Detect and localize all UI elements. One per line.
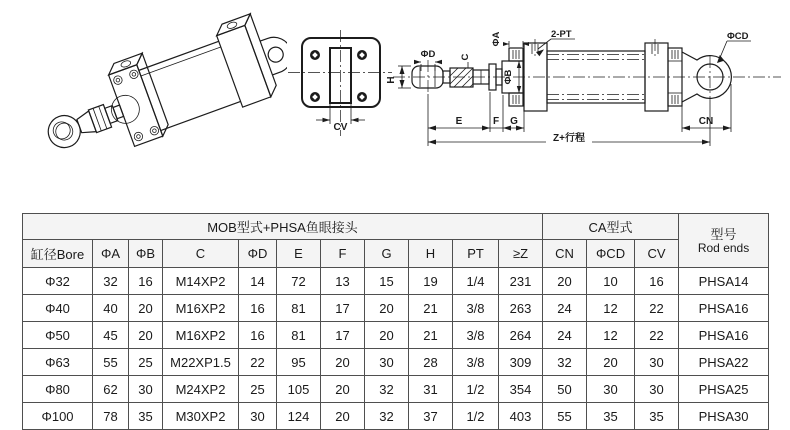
table-cell: 20: [587, 349, 635, 376]
threaded-section: [450, 68, 473, 87]
table-cell: 35: [129, 403, 163, 430]
table-cell: M16XP2: [163, 322, 239, 349]
table-cell: 20: [129, 322, 163, 349]
table-cell: 25: [129, 349, 163, 376]
dim-label-c: C: [460, 53, 471, 61]
table-cell: 20: [321, 403, 365, 430]
bore-cell: Φ63: [23, 349, 93, 376]
table-cell: 403: [499, 403, 543, 430]
table-cell: M30XP2: [163, 403, 239, 430]
dim-label-e: E: [455, 116, 463, 127]
column-header: G: [365, 240, 409, 268]
table-cell: 22: [635, 322, 679, 349]
table-cell: 10: [587, 268, 635, 295]
table-cell: 81: [277, 295, 321, 322]
model-header-line2: Rod ends: [697, 240, 750, 255]
table-cell: 17: [321, 322, 365, 349]
table-cell: 354: [499, 376, 543, 403]
spec-table: [22, 213, 769, 430]
table-cell: 22: [239, 349, 277, 376]
table-cell: PHSA14: [679, 268, 769, 295]
table-cell: 25: [239, 376, 277, 403]
table-cell: 264: [499, 322, 543, 349]
dim-label-phi-d: ΦD: [420, 49, 436, 60]
bolt-hole: [357, 92, 367, 102]
table-cell: M22XP1.5: [163, 349, 239, 376]
table-row: [23, 322, 769, 349]
table-cell: 30: [129, 376, 163, 403]
phi-a-dimension: [491, 32, 529, 47]
table-cell: 20: [129, 295, 163, 322]
model-header-line1: 型号: [710, 226, 737, 242]
column-header: ≥Z: [499, 240, 543, 268]
spec-table-body: [23, 268, 769, 430]
table-row: [23, 349, 769, 376]
table-cell: 231: [499, 268, 543, 295]
table-cell: 19: [409, 268, 453, 295]
table-cell: 72: [277, 268, 321, 295]
front-face-view: [282, 18, 397, 158]
table-cell: 16: [635, 268, 679, 295]
table-cell: 32: [365, 376, 409, 403]
table-cell: 40: [93, 295, 129, 322]
table-cell: 81: [277, 322, 321, 349]
table-cell: 32: [543, 349, 587, 376]
table-cell: 78: [93, 403, 129, 430]
dim-label-h: H: [386, 76, 397, 84]
column-header: H: [409, 240, 453, 268]
column-header: E: [277, 240, 321, 268]
dim-label-cn: CN: [698, 116, 714, 127]
table-cell: 1/2: [453, 376, 499, 403]
table-cell: PHSA16: [679, 322, 769, 349]
dim-label-phi-a: ΦA: [491, 31, 502, 47]
table-cell: 45: [93, 322, 129, 349]
table-row: [23, 295, 769, 322]
table-cell: 16: [239, 295, 277, 322]
bore-cell: Φ50: [23, 322, 93, 349]
table-cell: PHSA30: [679, 403, 769, 430]
c-dimension: [460, 53, 471, 68]
table-cell: 263: [499, 295, 543, 322]
column-header: ΦD: [239, 240, 277, 268]
column-header: F: [321, 240, 365, 268]
iso-rear-cap: [214, 14, 280, 107]
table-cell: 1/2: [453, 403, 499, 430]
table-cell: 32: [365, 403, 409, 430]
rear-cap: [645, 39, 668, 111]
table-cell: 62: [93, 376, 129, 403]
table-row: [23, 268, 769, 295]
column-header: ΦA: [93, 240, 129, 268]
table-cell: 95: [277, 349, 321, 376]
table-cell: 124: [277, 403, 321, 430]
dim-label-phi-cd: ΦCD: [727, 31, 749, 42]
iso-rod: [88, 99, 125, 132]
model-header: [679, 214, 769, 268]
efg-dimensions: [428, 116, 524, 131]
iso-front-cap: [96, 53, 171, 150]
table-cell: 20: [321, 376, 365, 403]
ca-group-header: CA型式: [543, 214, 679, 240]
column-header: ΦCD: [587, 240, 635, 268]
table-cell: PHSA22: [679, 349, 769, 376]
dim-label-f: F: [492, 116, 500, 127]
table-cell: 50: [543, 376, 587, 403]
table-cell: 35: [587, 403, 635, 430]
bore-cell: Φ80: [23, 376, 93, 403]
table-cell: PHSA16: [679, 295, 769, 322]
table-cell: 3/8: [453, 295, 499, 322]
column-header: PT: [453, 240, 499, 268]
bolt-hole: [310, 50, 320, 60]
table-cell: 12: [587, 322, 635, 349]
cn-dimension: [682, 116, 731, 131]
table-cell: 32: [93, 268, 129, 295]
table-cell: M16XP2: [163, 295, 239, 322]
table-row: [23, 376, 769, 403]
column-header: C: [163, 240, 239, 268]
column-header: 缸径Bore: [23, 240, 93, 268]
table-cell: 22: [635, 295, 679, 322]
table-cell: 28: [409, 349, 453, 376]
table-cell: 17: [321, 295, 365, 322]
z-dimension: [428, 131, 710, 145]
dim-label-cv: CV: [333, 122, 348, 133]
table-cell: M24XP2: [163, 376, 239, 403]
bore-cell: Φ40: [23, 295, 93, 322]
table-cell: 14: [239, 268, 277, 295]
table-cell: 16: [239, 322, 277, 349]
dim-label-z-stroke: Z+行程: [553, 133, 585, 144]
isometric-view: [22, 8, 287, 160]
dim-label-ports: 2-PT: [551, 29, 572, 40]
table-cell: 20: [321, 349, 365, 376]
bolt-hole: [310, 92, 320, 102]
table-cell: 20: [543, 268, 587, 295]
table-cell: 16: [129, 268, 163, 295]
table-cell: 3/8: [453, 349, 499, 376]
table-cell: 30: [635, 376, 679, 403]
table-cell: 30: [239, 403, 277, 430]
dim-label-g: G: [510, 116, 518, 127]
table-cell: 1/4: [453, 268, 499, 295]
table-cell: 30: [635, 349, 679, 376]
column-header: CN: [543, 240, 587, 268]
table-row: [23, 403, 769, 430]
phi-cd-callout: [717, 31, 751, 63]
bolt-hole: [357, 50, 367, 60]
table-cell: 21: [409, 322, 453, 349]
table-cell: 21: [409, 295, 453, 322]
side-dimension-view: [385, 8, 785, 160]
mob-group-header: MOB型式+PHSA鱼眼接头: [23, 214, 543, 240]
table-cell: M14XP2: [163, 268, 239, 295]
bore-cell: Φ32: [23, 268, 93, 295]
table-cell: 3/8: [453, 322, 499, 349]
table-cell: 15: [365, 268, 409, 295]
table-cell: 31: [409, 376, 453, 403]
table-cell: 55: [93, 349, 129, 376]
table-cell: 13: [321, 268, 365, 295]
column-header: CV: [635, 240, 679, 268]
table-cell: 12: [587, 295, 635, 322]
table-cell: 20: [365, 295, 409, 322]
table-cell: 30: [587, 376, 635, 403]
table-cell: 309: [499, 349, 543, 376]
table-cell: 35: [635, 403, 679, 430]
bore-cell: Φ100: [23, 403, 93, 430]
table-cell: 24: [543, 295, 587, 322]
group-header-row: [23, 214, 769, 240]
table-cell: 105: [277, 376, 321, 403]
column-header-row: [23, 240, 769, 268]
table-cell: 55: [543, 403, 587, 430]
dim-label-phi-b: ΦB: [503, 69, 514, 85]
table-cell: 24: [543, 322, 587, 349]
column-header: ΦB: [129, 240, 163, 268]
table-cell: 30: [365, 349, 409, 376]
table-cell: 20: [365, 322, 409, 349]
table-cell: 37: [409, 403, 453, 430]
table-cell: PHSA25: [679, 376, 769, 403]
